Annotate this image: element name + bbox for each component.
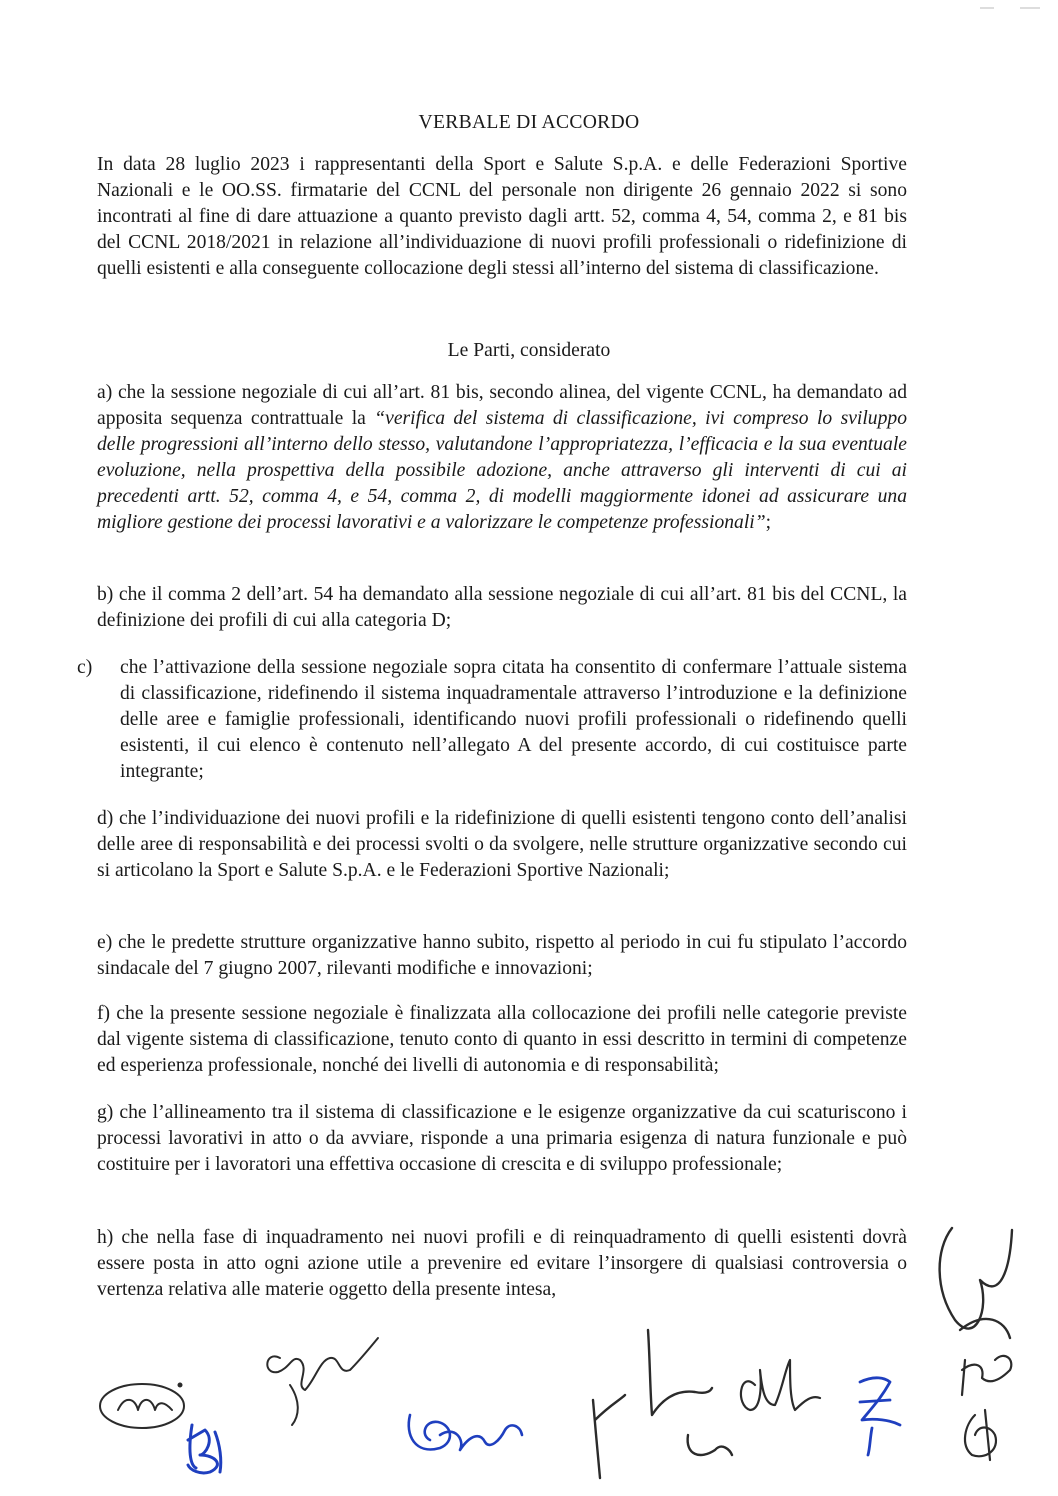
paragraph-g: g) che l’allineamento tra il sistema di classificazione e le esigenze organizzative da cui scaturiscono i processi lavorativi in atto o da avviare, risponde a una primaria esigenza di natura funzionale e può costituire per i lavoratori una effettiva occasione di crescita e di sviluppo professionale; — [97, 1102, 907, 1175]
signature-3 — [267, 1338, 378, 1425]
signature-2 — [188, 1425, 221, 1473]
paragraph-b: b) che il comma 2 dell’art. 54 ha demandato alla sessione negoziale di cui all’art. 81 bis del CCNL, la definizione dei profili di cui alla categoria D; — [97, 584, 907, 631]
signature-1 — [100, 1384, 184, 1429]
intro-paragraph: In data 28 luglio 2023 i rappresentanti della Sport e Salute S.p.A. e delle Federazioni Sportive Nazionali e le OO.SS. firmatarie del CCNL del personale non dirigente 26 gennaio 2022 si sono incontrati al fine di dare attuazione a quanto previsto dagli artt. 52, comma 4, 54, comma 2, e 81 bis del CCNL 2018/2021 in relazione all’individuazione di nuovi profili professionali o ridefinizione di quelli esistenti e alla conseguente collocazione degli stessi all’interno del sistema di classificazione. — [97, 154, 907, 279]
paragraph-a-quote: “verifica del sistema di classificazione, ivi compreso lo sviluppo delle progressioni all’interno dello stesso, valutandone l’appropriatezza, l’efficacia e la sua eventuale evoluzione, nella prospettiva della possibile adozione, anche attraverso gli interventi di cui ai precedenti artt. 52, comma 4, e 54, comma 2, di modelli maggiormente idonei ad assicurare una migliore gestione dei processi lavorativi e a valorizzare le competenze professionali” — [97, 408, 907, 533]
signature-right-margin — [940, 1228, 1012, 1338]
paragraph-c-label: c) — [77, 657, 93, 678]
signature-5 — [593, 1330, 732, 1478]
paragraph-a-end: ; — [765, 512, 772, 533]
signature-6 — [741, 1360, 820, 1410]
paragraph-f: f) che la presente sessione negoziale è finalizzata alla collocazione dei profili nelle categorie previste dal vigente sistema di classificazione, tenuto conto di quanto in essi descritto in termini di competenze ed esperienza professionale, nonché dei livelli di autonomia e di responsabilità; — [97, 1003, 907, 1076]
paragraph-c-text: che l’attivazione della sessione negoziale sopra citata ha consentito di confermare l’attuale sistema di classificazione, ridefinendo il sistema inquadramentale attraverso l’introduzione e la definizione delle aree e famiglie professionali, identificando nuovi profili professionali o ridefinendo quelli esistenti, il cui elenco è contenuto nell’allegato A del presente accordo, di cui costituisce parte integrante; — [120, 657, 907, 782]
paragraph-d: d) che l’individuazione dei nuovi profili e la ridefinizione di quelli esistenti tengono conto dell’analisi delle aree di responsabilità e dei processi svolti o da svolgere, nelle strutture organizzative secondo cui si articolano la Sport e Salute S.p.A. e le Federazioni Sportive Nazionali; — [97, 808, 907, 881]
signatures-area — [0, 1210, 1058, 1496]
paragraph-c — [77, 655, 907, 785]
considerato-heading: Le Parti, considerato — [447, 340, 611, 361]
signature-right-bottom — [962, 1356, 1011, 1460]
signature-7 — [860, 1378, 900, 1455]
paragraph-a-text: a) che la sessione negoziale di cui all’art. 81 bis, secondo alinea, del vigente CCNL, ha demandato ad apposita sequenza contrattuale la — [97, 382, 907, 429]
paragraph-h: h) che nella fase di inquadramento nei nuovi profili e di reinquadramento di quelli esistenti dovrà essere posta in atto ogni azione utile a prevenire ed evitare l’insorgere di qualsiasi controversia o vertenza relativa alle materie oggetto della presente intesa, — [97, 1227, 907, 1300]
paragraph-a — [97, 380, 907, 536]
paragraph-e: e) che le predette strutture organizzative hanno subito, rispetto al periodo in cui fu stipulato l’accordo sindacale del 7 giugno 2007, rilevanti modifiche e innovazioni; — [97, 932, 907, 979]
scan-mark — [980, 6, 1040, 10]
document-title: VERBALE DI ACCORDO — [418, 112, 640, 133]
signature-4 — [409, 1415, 522, 1450]
